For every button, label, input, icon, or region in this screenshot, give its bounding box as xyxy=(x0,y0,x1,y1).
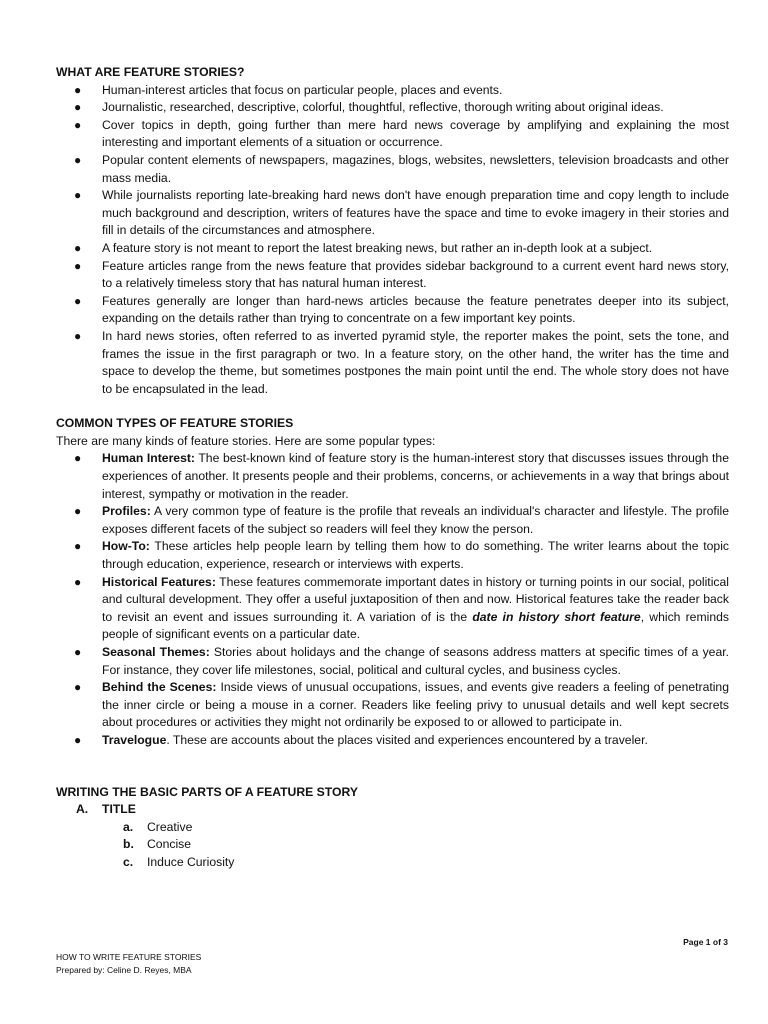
bullet-icon: ● xyxy=(74,504,82,519)
section-intro: There are many kinds of feature stories. Here are some popular types: xyxy=(56,433,436,448)
section-heading-basic-parts: WRITING THE BASIC PARTS OF A FEATURE STORY xyxy=(56,784,358,799)
bullet-icon: ● xyxy=(74,293,82,308)
footer-author: Prepared by: Celine D. Reyes, MBA xyxy=(56,965,192,975)
bullet-icon: ● xyxy=(74,258,82,273)
bullet-icon: ● xyxy=(74,732,82,747)
bullet-icon: ● xyxy=(74,117,82,132)
list-item: ● Human Interest: The best-known kind of feature story is the human-interest story that discusses issues through the experiences of another. It presents people and their problems, concerns, or achievements in a way that brings about interest, sympathy or motivation in the reader. xyxy=(74,451,729,501)
list-item: ● Historical Features: These features commemorate important dates in history or turning points in our social, political and cultural development. They offer a useful juxtaposition of then and now. Historical features take the reader back to revisit an event and issues surrounding it. A variation of is the date in history short feature, which reminds people of significant events on a particular date. xyxy=(74,574,729,642)
bullet-icon: ● xyxy=(74,152,82,167)
bullet-icon: ● xyxy=(74,82,82,97)
list-item: ● Travelogue. These are accounts about the places visited and experiences encountered by a traveler. xyxy=(56,732,729,750)
feature-definition-list xyxy=(56,82,729,399)
list-item: ● Features generally are longer than hard-news articles because the feature penetrates deeper into its subject, expanding on the details rather than trying to concentrate on a few important key points. xyxy=(74,293,729,326)
outline-subitem: c. Induce Curiosity xyxy=(123,854,235,869)
list-item: ● Feature articles range from the news feature that provides sidebar background to a current event hard news story, to a relatively timeless story that has natural human interest. xyxy=(74,258,729,291)
list-item: ● Human-interest articles that focus on particular people, places and events. xyxy=(56,82,729,100)
outline-label: TITLE xyxy=(102,802,136,817)
document-page xyxy=(56,64,729,872)
bullet-icon: ● xyxy=(74,451,82,466)
bullet-icon: ● xyxy=(74,240,82,255)
list-item: ● How-To: These articles help people learn by telling them how to do something. The writer learns about the topic through education, experience, research or interviews with experts. xyxy=(74,539,729,572)
list-item: ● Cover topics in depth, going further than mere hard news coverage by amplifying and explaining the most interesting and important elements of a situation or occurrence. xyxy=(74,117,729,150)
outline-subitem: a. Creative xyxy=(123,819,193,834)
list-item: ● Journalistic, researched, descriptive, colorful, thoughtful, reflective, thorough writing about original ideas. xyxy=(56,99,729,117)
list-item: ● Behind the Scenes: Inside views of unusual occupations, issues, and events give readers a feeling of penetrating the inner circle or being a mouse in a corner. Readers like feeling privy to unusual details and well kept secrets about procedures or activities they might not ordinarily be exposed to or allowed to participate in. xyxy=(74,680,729,730)
footer-title: HOW TO WRITE FEATURE STORIES xyxy=(56,952,202,962)
section-heading-what-are: WHAT ARE FEATURE STORIES? xyxy=(56,65,245,79)
list-item: ● Popular content elements of newspapers, magazines, blogs, websites, newsletters, television broadcasts and other mass media. xyxy=(74,152,729,185)
list-item: ● In hard news stories, often referred to as inverted pyramid style, the reporter makes the point, sets the tone, and frames the issue in the first paragraph or two. In a feature story, on the other hand, the writer has the time and space to develop the theme, but sometimes postpones the main point until the end. The whole story does not have to be encapsulated in the lead. xyxy=(74,328,729,396)
outline-subitem: b. Concise xyxy=(123,837,192,852)
bullet-icon: ● xyxy=(74,100,82,115)
bullet-icon: ● xyxy=(74,645,82,659)
outline-marker: A. xyxy=(76,802,89,817)
section-heading-common-types: COMMON TYPES OF FEATURE STORIES xyxy=(56,416,294,431)
feature-types-list xyxy=(56,450,729,749)
list-item: ● A feature story is not meant to report the latest breaking news, but rather an in-depth look at a subject. xyxy=(56,240,729,258)
bullet-icon: ● xyxy=(74,574,82,589)
page-footer xyxy=(56,951,201,977)
bullet-icon: ● xyxy=(74,680,82,695)
list-item: ● While journalists reporting late-breaking hard news don't have enough preparation time and copy length to include much background and description, writers of features have the space and time to evoke imagery in their stories and fill in details of the circumstances and atmosphere. xyxy=(74,188,729,238)
list-item: ● Seasonal Themes: Stories about holidays and the change of seasons address matters at specific times of a year. For instance, they cover life milestones, social, political and cultural cycles, and business cycles. xyxy=(74,645,729,677)
bullet-icon: ● xyxy=(74,188,82,203)
bullet-icon: ● xyxy=(74,328,82,343)
bullet-icon: ● xyxy=(74,539,82,554)
page-number: Page 1 of 3 xyxy=(683,937,728,947)
outline-item-title xyxy=(56,801,729,819)
list-item: ● Profiles: A very common type of feature is the profile that reveals an individual's character and lifestyle. The profile exposes different facets of the subject so readers will feel they know the person. xyxy=(74,504,729,536)
